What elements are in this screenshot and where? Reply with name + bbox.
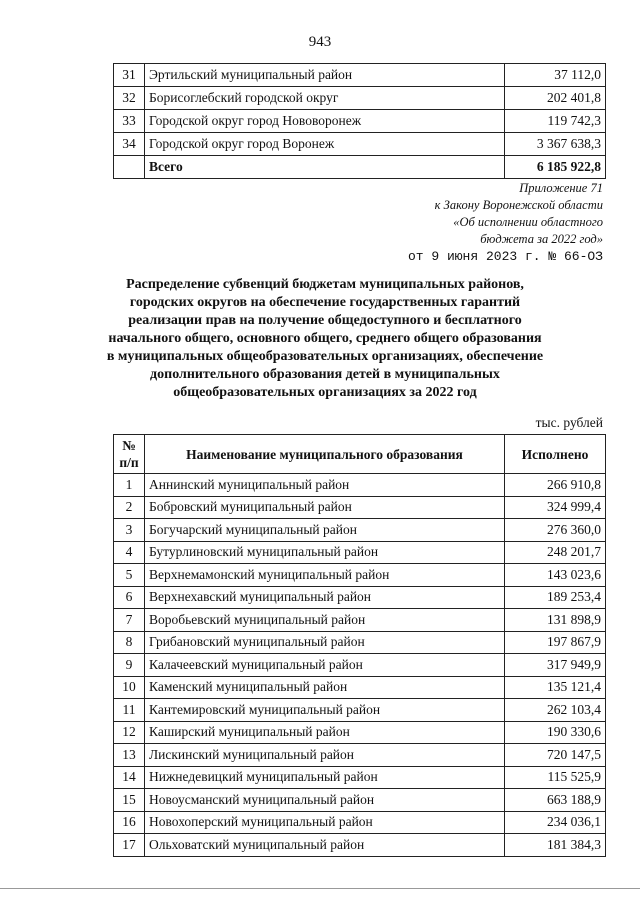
row-value: 3 367 638,3 <box>505 133 606 156</box>
table-row <box>114 721 606 744</box>
row-number: 11 <box>114 699 145 722</box>
appendix-law-title-1: «Об исполнении областного <box>453 215 603 229</box>
row-number: 2 <box>114 496 145 519</box>
table-row <box>114 519 606 542</box>
scan-edge-line <box>0 888 640 889</box>
total-value: 6 185 922,8 <box>505 156 606 179</box>
table-row <box>114 811 606 834</box>
table-row <box>114 87 606 110</box>
table-row <box>114 744 606 767</box>
table-row <box>114 834 606 857</box>
table-row <box>114 541 606 564</box>
title-line: в муниципальных общеобразовательных организациях, обеспечение <box>106 349 544 364</box>
row-number: 10 <box>114 676 145 699</box>
table-row <box>114 631 606 654</box>
row-name: Лискинский муниципальный район <box>145 744 505 767</box>
table-row <box>114 676 606 699</box>
appendix-number: Приложение 71 <box>519 181 603 195</box>
row-value: 119 742,3 <box>505 110 606 133</box>
row-value: 663 188,9 <box>505 789 606 812</box>
row-name: Кантемировский муниципальный район <box>145 699 505 722</box>
row-value: 115 525,9 <box>505 766 606 789</box>
title-line: городских округов на обеспечение государственных гарантий <box>129 295 521 310</box>
row-value: 276 360,0 <box>505 519 606 542</box>
row-name: Нижнедевицкий муниципальный район <box>145 766 505 789</box>
row-number: 9 <box>114 654 145 677</box>
table-row <box>114 699 606 722</box>
row-name: Ольховатский муниципальный район <box>145 834 505 857</box>
row-value: 262 103,4 <box>505 699 606 722</box>
row-name: Каширский муниципальный район <box>145 721 505 744</box>
row-name: Воробьевский муниципальный район <box>145 609 505 632</box>
table-row <box>114 609 606 632</box>
row-value: 131 898,9 <box>505 609 606 632</box>
appendix-law: к Закону Воронежской области <box>434 198 603 212</box>
header-num <box>114 435 145 474</box>
row-name: Каменский муниципальный район <box>145 676 505 699</box>
subvention-table <box>113 434 606 857</box>
row-number: 7 <box>114 609 145 632</box>
row-value: 317 949,9 <box>505 654 606 677</box>
row-name: Городской округ город Воронеж <box>145 133 505 156</box>
row-number: 15 <box>114 789 145 812</box>
table-row <box>114 789 606 812</box>
row-number: 13 <box>114 744 145 767</box>
table-row <box>114 654 606 677</box>
document-title <box>80 276 570 402</box>
row-name: Новохоперский муниципальный район <box>145 811 505 834</box>
total-row <box>114 156 606 179</box>
row-number: 12 <box>114 721 145 744</box>
row-number: 1 <box>114 474 145 497</box>
units-label: тыс. рублей <box>535 415 603 430</box>
subvention-table-body <box>114 474 606 857</box>
row-value: 181 384,3 <box>505 834 606 857</box>
title-line: начального общего, основного общего, среднего общего образования <box>108 331 542 346</box>
table-header-row <box>114 435 606 474</box>
table-row <box>114 474 606 497</box>
row-name: Борисоглебский городской округ <box>145 87 505 110</box>
total-num-cell <box>114 156 145 179</box>
row-name: Калачеевский муниципальный район <box>145 654 505 677</box>
row-number: 8 <box>114 631 145 654</box>
row-value: 189 253,4 <box>505 586 606 609</box>
row-value: 248 201,7 <box>505 541 606 564</box>
header-value: Исполнено <box>505 435 606 474</box>
row-number: 3 <box>114 519 145 542</box>
row-number: 5 <box>114 564 145 587</box>
continuation-table-body <box>114 64 606 156</box>
table-row <box>114 110 606 133</box>
row-number: 4 <box>114 541 145 564</box>
table-row <box>114 133 606 156</box>
row-name: Грибановский муниципальный район <box>145 631 505 654</box>
table-row <box>114 496 606 519</box>
row-name: Аннинский муниципальный район <box>145 474 505 497</box>
row-number: 17 <box>114 834 145 857</box>
row-value: 135 121,4 <box>505 676 606 699</box>
row-number: 6 <box>114 586 145 609</box>
page-number: 943 <box>308 34 332 50</box>
row-value: 324 999,4 <box>505 496 606 519</box>
row-name: Городской округ город Нововоронеж <box>145 110 505 133</box>
row-number: 31 <box>114 64 145 87</box>
row-number: 14 <box>114 766 145 789</box>
appendix-law-title-2: бюджета за 2022 год» <box>480 232 603 246</box>
row-number: 32 <box>114 87 145 110</box>
row-value: 197 867,9 <box>505 631 606 654</box>
table-row <box>114 586 606 609</box>
table-row <box>114 64 606 87</box>
row-name: Верхнехавский муниципальный район <box>145 586 505 609</box>
row-value: 202 401,8 <box>505 87 606 110</box>
row-name: Новоусманский муниципальный район <box>145 789 505 812</box>
row-number: 16 <box>114 811 145 834</box>
title-line: Распределение субвенций бюджетам муниципальных районов, <box>126 277 524 292</box>
row-name: Бобровский муниципальный район <box>145 496 505 519</box>
title-line: дополнительного образования детей в муниципальных <box>150 367 500 382</box>
total-label: Всего <box>145 156 505 179</box>
row-value: 190 330,6 <box>505 721 606 744</box>
header-num-sign: № <box>122 438 136 453</box>
appendix-block <box>408 180 603 265</box>
table-row <box>114 766 606 789</box>
appendix-law-date: от 9 июня 2023 г. № 66-ОЗ <box>407 249 603 264</box>
table-row <box>114 564 606 587</box>
row-number: 34 <box>114 133 145 156</box>
row-number: 33 <box>114 110 145 133</box>
continuation-table <box>113 63 606 179</box>
row-value: 234 036,1 <box>505 811 606 834</box>
row-value: 720 147,5 <box>505 744 606 767</box>
row-value: 266 910,8 <box>505 474 606 497</box>
row-name: Верхнемамонский муниципальный район <box>145 564 505 587</box>
row-name: Богучарский муниципальный район <box>145 519 505 542</box>
header-num-abbr: п/п <box>119 455 139 470</box>
row-name: Бутурлиновский муниципальный район <box>145 541 505 564</box>
header-name: Наименование муниципального образования <box>145 435 505 474</box>
row-value: 37 112,0 <box>505 64 606 87</box>
title-line: реализации прав на получение общедоступного и бесплатного <box>128 313 522 328</box>
row-value: 143 023,6 <box>505 564 606 587</box>
title-line: общеобразовательных организациях за 2022 год <box>173 385 477 400</box>
row-name: Эртильский муниципальный район <box>145 64 505 87</box>
